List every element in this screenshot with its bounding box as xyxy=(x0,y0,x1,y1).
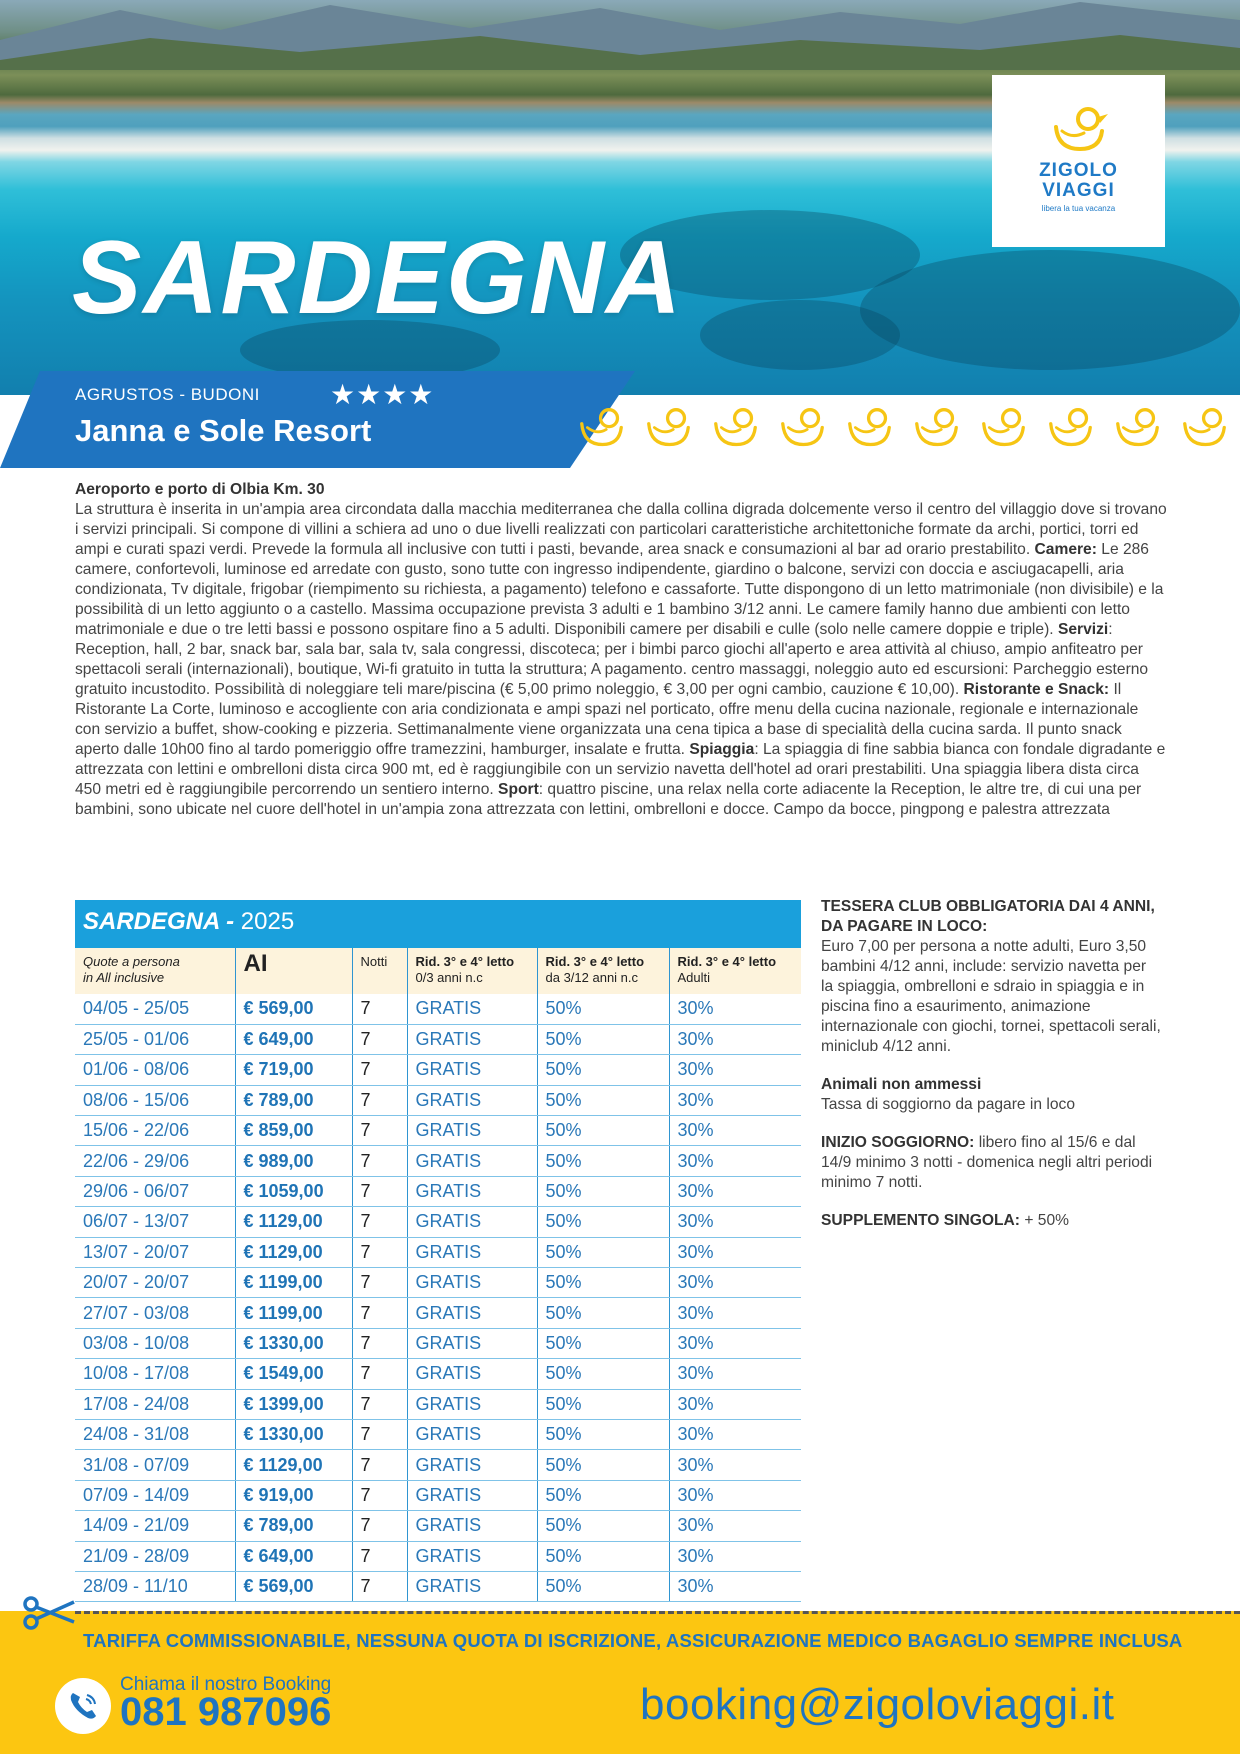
zigolo-viaggi-logo xyxy=(992,75,1165,247)
mountains-graphic xyxy=(0,0,1240,70)
rid-3-12-cell: 50% xyxy=(537,994,669,1024)
rid-0-3-cell: GRATIS xyxy=(407,1024,537,1054)
table-row xyxy=(75,1298,801,1328)
price-cell: € 1549,00 xyxy=(235,1359,352,1389)
bird-icon xyxy=(980,405,1027,452)
bird-icon xyxy=(846,405,893,452)
airport-distance: Aeroporto e porto di Olbia Km. 30 xyxy=(75,481,325,498)
table-row xyxy=(75,1389,801,1419)
price-cell: € 1199,00 xyxy=(235,1268,352,1298)
animali-info xyxy=(821,1075,1161,1115)
header-notti: Notti xyxy=(352,948,407,994)
intro-text: La struttura è inserita in un'ampia area circondata dalla macchia mediterranea che dalla collina digrada dolcemente verso il centro del villaggio dove si trovano i servizi principali. Si compone di villini a schiera ad uno o due livelli realizzati con particolari caratteristiche architettoniche formate da archi, portici, torri ed ampi e curati spazi verdi. Prevede la formula all inclusive con tutti i pasti, bevande, area snack e consumazioni al bar ad orario prestabilito. xyxy=(75,501,1167,558)
rid-adulti-cell: 30% xyxy=(669,1024,801,1054)
rid-adulti-cell: 30% xyxy=(669,1419,801,1449)
rid-3-12-cell: 50% xyxy=(537,1541,669,1571)
rid-0-3-cell: GRATIS xyxy=(407,1237,537,1267)
nights-cell: 7 xyxy=(352,1511,407,1541)
rid-adulti-cell: 30% xyxy=(669,1116,801,1146)
spiaggia-label: Spiaggia xyxy=(689,741,755,758)
table-row xyxy=(75,1419,801,1449)
table-title-region: SARDEGNA - xyxy=(83,908,235,935)
rid-adulti-cell: 30% xyxy=(669,1176,801,1206)
nights-cell: 7 xyxy=(352,1298,407,1328)
nights-cell: 7 xyxy=(352,994,407,1024)
period-cell: 14/09 - 21/09 xyxy=(75,1511,235,1541)
nights-cell: 7 xyxy=(352,1146,407,1176)
fee-note: TARIFFA COMMISSIONABILE, NESSUNA QUOTA DI ISCRIZIONE, ASSICURAZIONE MEDICO BAGAGLIO SEMPRE INCLUSA xyxy=(83,1630,1183,1651)
nights-cell: 7 xyxy=(352,1359,407,1389)
rid-3-12-cell: 50% xyxy=(537,1207,669,1237)
side-info xyxy=(821,897,1161,1249)
price-cell: € 1129,00 xyxy=(235,1237,352,1267)
bird-icon xyxy=(712,405,759,452)
nights-cell: 7 xyxy=(352,1480,407,1510)
price-cell: € 569,00 xyxy=(235,1571,352,1601)
table-row xyxy=(75,1237,801,1267)
nights-cell: 7 xyxy=(352,1268,407,1298)
rid-3-12-cell: 50% xyxy=(537,1359,669,1389)
booking-email[interactable]: booking@zigoloviaggi.it xyxy=(640,1680,1115,1729)
rid-0-3-cell: GRATIS xyxy=(407,1328,537,1358)
rid-adulti-cell: 30% xyxy=(669,1480,801,1510)
bird-icon xyxy=(779,405,826,452)
table-title-year: 2025 xyxy=(234,908,295,935)
supplemento-text: + 50% xyxy=(1024,1212,1069,1229)
hotel-description xyxy=(75,480,1167,820)
price-cell: € 1199,00 xyxy=(235,1298,352,1328)
rid-3-12-cell: 50% xyxy=(537,1389,669,1419)
price-cell: € 1399,00 xyxy=(235,1389,352,1419)
rid-adulti-cell: 30% xyxy=(669,1055,801,1085)
bird-icon xyxy=(1181,405,1228,452)
price-cell: € 919,00 xyxy=(235,1480,352,1510)
price-cell: € 1129,00 xyxy=(235,1207,352,1237)
rid-0-3-cell: GRATIS xyxy=(407,1541,537,1571)
nights-cell: 7 xyxy=(352,1237,407,1267)
price-cell: € 719,00 xyxy=(235,1055,352,1085)
price-cell: € 859,00 xyxy=(235,1116,352,1146)
bird-icon xyxy=(913,405,960,452)
nights-cell: 7 xyxy=(352,1085,407,1115)
supplemento-title: SUPPLEMENTO SINGOLA: xyxy=(821,1212,1020,1229)
rid-0-3-cell: GRATIS xyxy=(407,1480,537,1510)
nights-cell: 7 xyxy=(352,1116,407,1146)
rid-3-12-cell: 50% xyxy=(537,1268,669,1298)
period-cell: 24/08 - 31/08 xyxy=(75,1419,235,1449)
bird-pattern xyxy=(578,405,1240,457)
period-cell: 27/07 - 03/08 xyxy=(75,1298,235,1328)
table-row xyxy=(75,994,801,1024)
nights-cell: 7 xyxy=(352,1571,407,1601)
nights-cell: 7 xyxy=(352,1176,407,1206)
rid-0-3-cell: GRATIS xyxy=(407,1511,537,1541)
bird-icon xyxy=(578,405,625,452)
period-cell: 28/09 - 11/10 xyxy=(75,1571,235,1601)
period-cell: 13/07 - 20/07 xyxy=(75,1237,235,1267)
rid-3-12-cell: 50% xyxy=(537,1511,669,1541)
period-cell: 03/08 - 10/08 xyxy=(75,1328,235,1358)
bird-icon xyxy=(1114,405,1161,452)
rid-adulti-cell: 30% xyxy=(669,1389,801,1419)
table-row xyxy=(75,1176,801,1206)
table-row xyxy=(75,1450,801,1480)
price-cell: € 1129,00 xyxy=(235,1450,352,1480)
camere-label: Camere: xyxy=(1034,541,1097,558)
supplemento-singola xyxy=(821,1211,1161,1231)
rid-0-3-cell: GRATIS xyxy=(407,1207,537,1237)
rid-0-3-cell: GRATIS xyxy=(407,1298,537,1328)
table-row xyxy=(75,1511,801,1541)
rid-adulti-cell: 30% xyxy=(669,1511,801,1541)
rid-adulti-cell: 30% xyxy=(669,1450,801,1480)
rid-3-12-cell: 50% xyxy=(537,1176,669,1206)
header-rid-adulti: Rid. 3° e 4° letto Adulti xyxy=(669,948,801,994)
inizio-soggiorno xyxy=(821,1133,1161,1193)
period-cell: 31/08 - 07/09 xyxy=(75,1450,235,1480)
rid-0-3-cell: GRATIS xyxy=(407,1146,537,1176)
servizi-label: Servizi xyxy=(1057,621,1109,638)
rid-adulti-cell: 30% xyxy=(669,1237,801,1267)
nights-cell: 7 xyxy=(352,1207,407,1237)
sport-label: Sport xyxy=(498,781,539,798)
rid-3-12-cell: 50% xyxy=(537,1024,669,1054)
period-cell: 04/05 - 25/05 xyxy=(75,994,235,1024)
spiaggia-text: : La spiaggia di fine sabbia bianca con fondale digradante e attrezzata con lettini e ombrelloni dista circa 900 mt, ed è raggiungibile con un servizio navetta dell'hotel ad orari prestabiliti. Una spiaggia libera dista circa 450 metri ed è raggiungibile percorrendo un sentiero interno. xyxy=(75,741,1166,798)
nights-cell: 7 xyxy=(352,1024,407,1054)
rid-0-3-cell: GRATIS xyxy=(407,1176,537,1206)
rid-0-3-cell: GRATIS xyxy=(407,1085,537,1115)
rid-adulti-cell: 30% xyxy=(669,1146,801,1176)
logo-line-2: VIAGGI xyxy=(1042,180,1115,201)
price-cell: € 789,00 xyxy=(235,1085,352,1115)
rid-adulti-cell: 30% xyxy=(669,1359,801,1389)
cut-line xyxy=(75,1611,1240,1614)
rid-3-12-cell: 50% xyxy=(537,1480,669,1510)
rid-adulti-cell: 30% xyxy=(669,1328,801,1358)
animali-title: Animali non ammessi xyxy=(821,1076,982,1093)
rid-0-3-cell: GRATIS xyxy=(407,1116,537,1146)
rid-adulti-cell: 30% xyxy=(669,1268,801,1298)
rid-adulti-cell: 30% xyxy=(669,1207,801,1237)
nights-cell: 7 xyxy=(352,1419,407,1449)
rid-adulti-cell: 30% xyxy=(669,1571,801,1601)
rid-3-12-cell: 50% xyxy=(537,1085,669,1115)
phone-badge xyxy=(55,1678,111,1734)
bird-icon xyxy=(1047,405,1094,452)
table-row xyxy=(75,1268,801,1298)
table-row xyxy=(75,1085,801,1115)
price-cell: € 789,00 xyxy=(235,1511,352,1541)
nights-cell: 7 xyxy=(352,1389,407,1419)
period-cell: 20/07 - 20/07 xyxy=(75,1268,235,1298)
hotel-stars: ★★★★ xyxy=(330,379,435,410)
price-cell: € 1059,00 xyxy=(235,1176,352,1206)
rid-0-3-cell: GRATIS xyxy=(407,1419,537,1449)
servizi-text: : Reception, hall, 2 bar, snack bar, sala bar, sala tv, sala congressi, discoteca; per i bimbi parco giochi all'aperto e area attività al chiuso, ampio anfiteatro per spettacoli serali (internazionali), boutique, Wi-fi gratuito in tutta la struttura; A pagamento. centro massaggi, noleggio auto ed escursioni: Parcheggio esterno gratuito incustodito. Possibilità di noleggiare teli mare/piscina (€ 5,00 primo noleggio, € 3,00 per ogni cambio, cauzione € 10,00). xyxy=(75,621,1149,698)
period-cell: 15/06 - 22/06 xyxy=(75,1116,235,1146)
inizio-text: libero fino al 15/6 e dal 14/9 minimo 3 notti - domenica negli altri periodi minimo 7 notti. xyxy=(821,1134,1153,1191)
table-row xyxy=(75,1055,801,1085)
period-cell: 07/09 - 14/09 xyxy=(75,1480,235,1510)
price-cell: € 1330,00 xyxy=(235,1328,352,1358)
price-table xyxy=(75,900,801,1602)
rid-3-12-cell: 50% xyxy=(537,1571,669,1601)
table-row xyxy=(75,1146,801,1176)
rid-0-3-cell: GRATIS xyxy=(407,1268,537,1298)
table-row xyxy=(75,1359,801,1389)
header-quote: Quote a persona in All inclusive xyxy=(75,948,235,994)
rid-3-12-cell: 50% xyxy=(537,1328,669,1358)
bird-logo-icon xyxy=(1048,105,1110,155)
rid-0-3-cell: GRATIS xyxy=(407,1450,537,1480)
tassa-text: Tassa di soggiorno da pagare in loco xyxy=(821,1096,1075,1113)
price-table-title xyxy=(75,900,801,948)
table-row xyxy=(75,1328,801,1358)
rid-3-12-cell: 50% xyxy=(537,1116,669,1146)
price-cell: € 989,00 xyxy=(235,1146,352,1176)
logo-tagline: libera la tua vacanza xyxy=(1041,204,1116,213)
nights-cell: 7 xyxy=(352,1055,407,1085)
nights-cell: 7 xyxy=(352,1450,407,1480)
sport-text: : quattro piscine, una relax nella corte adiacente la Reception, le altre tre, di cui una per bambini, sono ubicate nel cuore dell'hotel in un'ampia zona attrezzata con lettini, ombrelloni e docce. Campo da bocce, pingpong e palestra attrezzata xyxy=(75,781,1142,818)
scissors-icon xyxy=(22,1592,78,1632)
period-cell: 22/06 - 29/06 xyxy=(75,1146,235,1176)
table-row xyxy=(75,1480,801,1510)
phone-icon xyxy=(66,1689,100,1723)
table-row xyxy=(75,1207,801,1237)
rid-0-3-cell: GRATIS xyxy=(407,1055,537,1085)
table-row xyxy=(75,1541,801,1571)
period-cell: 01/06 - 08/06 xyxy=(75,1055,235,1085)
period-cell: 21/09 - 28/09 xyxy=(75,1541,235,1571)
rid-adulti-cell: 30% xyxy=(669,1085,801,1115)
hotel-name: Janna e Sole Resort xyxy=(75,413,372,448)
rid-3-12-cell: 50% xyxy=(537,1419,669,1449)
logo-line-1: ZIGOLO xyxy=(1039,160,1118,181)
rid-3-12-cell: 50% xyxy=(537,1146,669,1176)
nights-cell: 7 xyxy=(352,1328,407,1358)
ristorante-label: Ristorante e Snack: xyxy=(963,681,1110,698)
period-cell: 08/06 - 15/06 xyxy=(75,1085,235,1115)
destination-title: SARDEGNA xyxy=(72,220,684,336)
table-header-row xyxy=(75,948,801,994)
inizio-title: INIZIO SOGGIORNO: xyxy=(821,1134,975,1151)
ristorante-text: Il Ristorante La Corte, luminoso e accogliente con aria condizionata e ampi spazi nel porticato, offre menu della cucina nazionale, regionale e internazionale con servizio a buffet, show-cooking e pizzeria. Settimanalmente viene organizzata una cena tipica a base di specialità della cucina sarda. Il punto snack aperto dalle 10h00 fino al tardo pomeriggio offre tramezzini, hamburger, insalate e frutta. xyxy=(75,681,1139,758)
period-cell: 17/08 - 24/08 xyxy=(75,1389,235,1419)
nights-cell: 7 xyxy=(352,1541,407,1571)
price-cell: € 649,00 xyxy=(235,1024,352,1054)
header-ai: AI xyxy=(235,948,352,994)
period-cell: 29/06 - 06/07 xyxy=(75,1176,235,1206)
price-cell: € 649,00 xyxy=(235,1541,352,1571)
rid-adulti-cell: 30% xyxy=(669,994,801,1024)
tessera-text: Euro 7,00 per persona a notte adulti, Euro 3,50 bambini 4/12 anni, include: servizio navetta per la spiaggia, ombrelloni e sdraio in spiaggia e in piscina fino a esaurimento, animazione internazionale con giochi, tornei, spettacoli serali, miniclub 4/12 anni. xyxy=(821,938,1161,1055)
tessera-title: TESSERA CLUB OBBLIGATORIA DAI 4 ANNI, DA PAGARE IN LOCO: xyxy=(821,898,1155,935)
hotel-location: AGRUSTOS - BUDONI xyxy=(75,385,260,404)
rid-adulti-cell: 30% xyxy=(669,1541,801,1571)
period-cell: 25/05 - 01/06 xyxy=(75,1024,235,1054)
table-row xyxy=(75,1116,801,1146)
camere-text: Le 286 camere, confortevoli, luminose ed arredate con gusto, sono tutte con ingresso indipendente, giardino o balcone, servizi con doccia e asciugacapelli, aria condizionata, Tv digitale, frigobar (riempimento su richiesta, a pagamento) telefono e cassaforte. Tutte dispongono di un letto matrimoniale (non divisibile) e la possibilità di un letto aggiunto o a castello. Massima occupazione prevista 3 adulti e 1 bambino 3/12 anni. Le camere family hanno due ambienti con letto matrimoniale e due o tre letti bassi e possono ospitare fino a 5 adulti. Disponibili camere per disabili e culle (solo nelle camere doppie e triple). xyxy=(75,541,1164,638)
rid-0-3-cell: GRATIS xyxy=(407,1359,537,1389)
period-cell: 06/07 - 13/07 xyxy=(75,1207,235,1237)
rid-3-12-cell: 50% xyxy=(537,1298,669,1328)
rid-adulti-cell: 30% xyxy=(669,1298,801,1328)
header-rid-3-12: Rid. 3° e 4° letto da 3/12 anni n.c xyxy=(537,948,669,994)
rid-0-3-cell: GRATIS xyxy=(407,994,537,1024)
rid-3-12-cell: 50% xyxy=(537,1055,669,1085)
call-label: Chiama il nostro Booking xyxy=(120,1674,332,1695)
rid-3-12-cell: 50% xyxy=(537,1450,669,1480)
period-cell: 10/08 - 17/08 xyxy=(75,1359,235,1389)
tessera-club xyxy=(821,897,1161,1057)
rid-0-3-cell: GRATIS xyxy=(407,1571,537,1601)
table-row xyxy=(75,1571,801,1601)
table-row xyxy=(75,1024,801,1054)
price-cell: € 1330,00 xyxy=(235,1419,352,1449)
booking-phone[interactable]: 081 987096 xyxy=(120,1690,332,1734)
rid-0-3-cell: GRATIS xyxy=(407,1389,537,1419)
price-cell: € 569,00 xyxy=(235,994,352,1024)
header-rid-0-3: Rid. 3° e 4° letto 0/3 anni n.c xyxy=(407,948,537,994)
bird-icon xyxy=(645,405,692,452)
rid-3-12-cell: 50% xyxy=(537,1237,669,1267)
